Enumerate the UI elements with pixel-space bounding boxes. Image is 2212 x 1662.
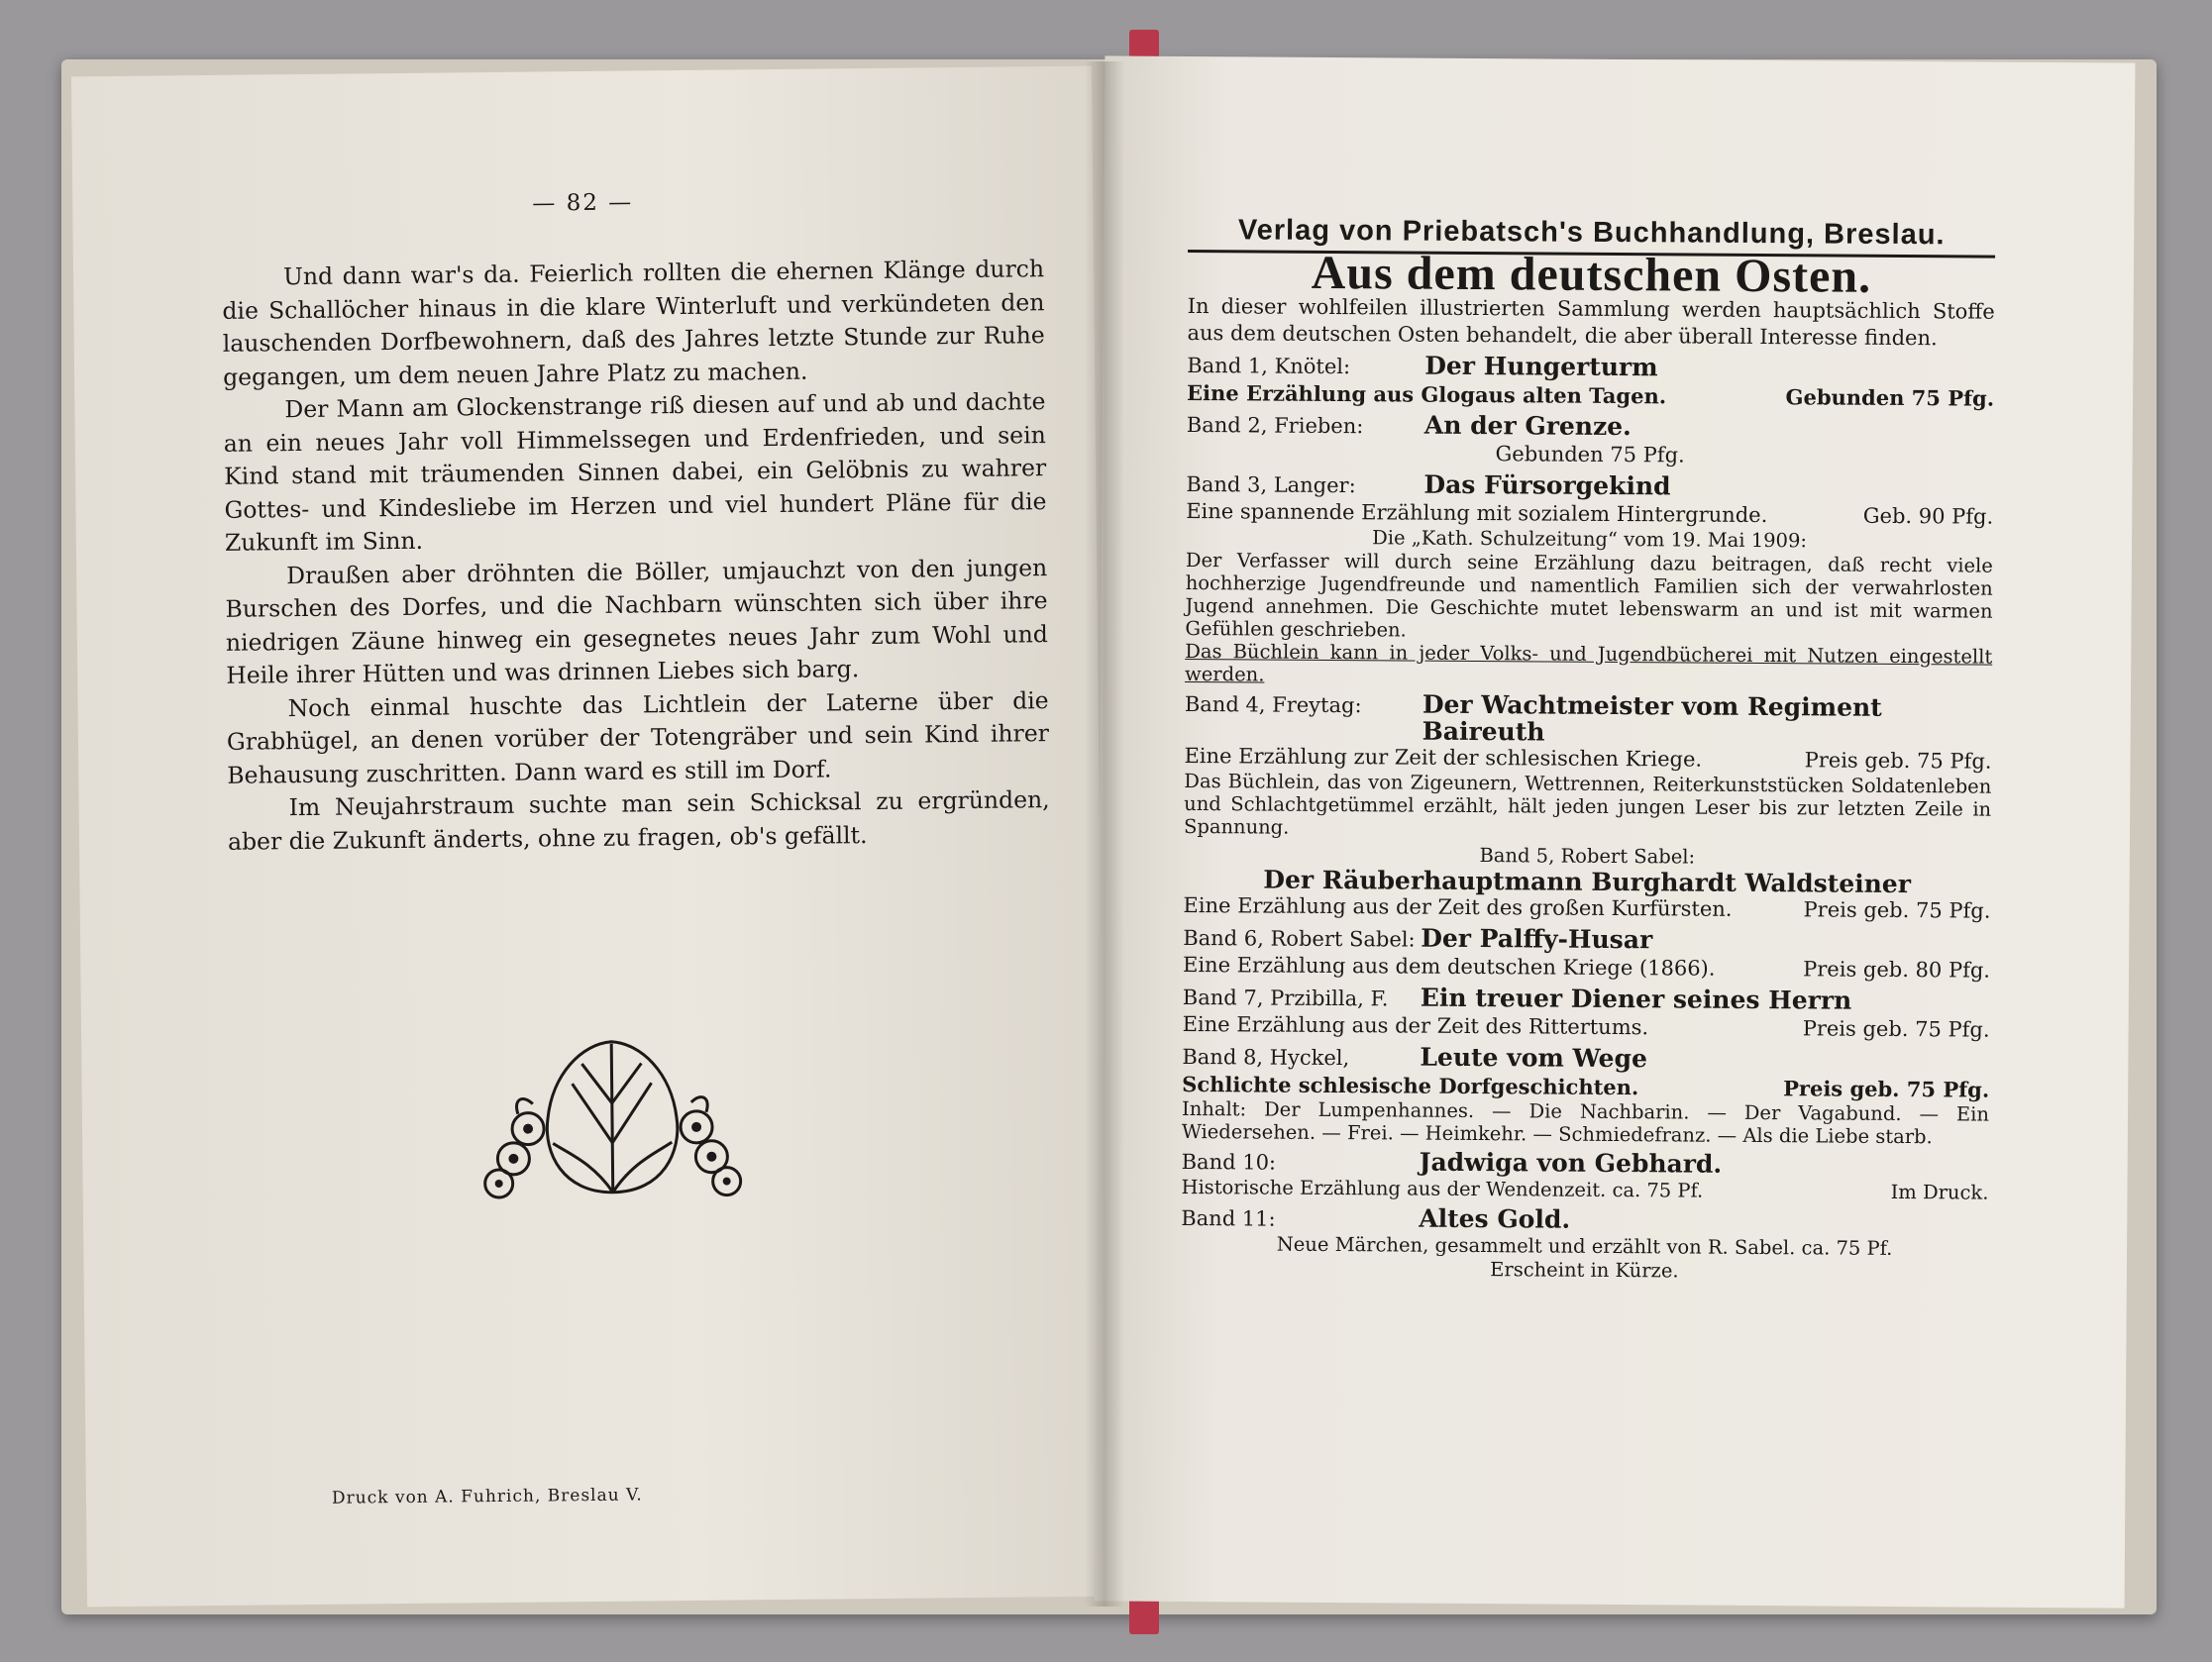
left-page xyxy=(71,66,1107,1608)
volume-entry xyxy=(1187,410,1994,471)
volume-label: Band 6, Robert Sabel: xyxy=(1183,925,1416,952)
volume-title: Der Palffy-Husar xyxy=(1421,923,1653,955)
story-text xyxy=(222,253,1050,859)
volume-entry xyxy=(1185,469,1994,691)
review-source: Die „Kath. Schulzeitung“ vom 19. Mai 1909: xyxy=(1372,526,1808,553)
volume-title: Der Wachtmeister vom Regiment Baireuth xyxy=(1422,689,1882,747)
volume-price: ca. 75 Pf. xyxy=(1612,1178,1704,1202)
volume-label: Band 7, Przibilla, F. xyxy=(1182,985,1389,1011)
volume-title: Ein treuer Diener seines Herrn xyxy=(1420,983,1852,1015)
volume-price: Preis geb. 75 Pfg. xyxy=(1803,897,1991,923)
volume-price: Gebunden 75 Pfg. xyxy=(1785,384,1995,411)
volume-label: Band 10: xyxy=(1181,1149,1277,1175)
volume-title: Der Räuberhauptmann Burghardt Waldsteiner xyxy=(1263,865,1912,899)
right-page xyxy=(1095,55,2136,1608)
gutter-shadow xyxy=(1085,61,1124,1607)
volume-label: Band 3, Langer: xyxy=(1186,471,1356,498)
volume-title: Jadwiga von Gebhard. xyxy=(1419,1147,1723,1179)
paragraph: Noch einmal huschte das Lichtlein der Laterne über die Grabhügel, an denen vorüber der Totengräber und sein Kind ihrer Behausung zuschritten. Dann ward es still im Dorf. xyxy=(226,685,1050,789)
volume-price: Preis geb. 75 Pfg. xyxy=(1804,748,1992,774)
printer-note: Druck von A. Fuhrich, Breslau V. xyxy=(331,1485,643,1508)
paragraph: Draußen aber dröhnten die Böller, umjauchzt von den jungen Burschen des Dorfes, und die Nachbarn wünschten sich über ihre niedrigen Zäune hinweg ein gesegnetes neues Jahr zum Wohl und Heile ihrer Hütten und was drinnen Liebes sich barg. xyxy=(225,553,1049,689)
review-text: Der Verfasser will durch seine Erzählung dazu beitragen, daß recht viele hochherzige Jugendfreunde und namentlich Familien sich der verwahrlosten Jugend annehmen. Die Geschichte mutet lebenswarm an und ist mit warmen Gefühlen geschrieben. xyxy=(1185,548,1993,642)
volume-title: Altes Gold. xyxy=(1419,1203,1571,1234)
publisher-header: Verlag von Priebatsch's Buchhandlung, Breslau. xyxy=(1188,217,1995,259)
volume-title: Der Hungerturm xyxy=(1424,351,1658,382)
volume-label: Band 8, Hyckel, xyxy=(1182,1044,1350,1071)
volume-label: Band 5, Robert Sabel: xyxy=(1479,844,1696,869)
volume-entry xyxy=(1183,923,1990,985)
volume-price: Gebunden 75 Pfg. xyxy=(1495,442,1685,467)
volume-price: Preis geb. 80 Pfg. xyxy=(1803,957,1991,983)
volume-title: Das Fürsorgekind xyxy=(1423,469,1671,501)
volume-status: Im Druck. xyxy=(1890,1180,1989,1204)
volume-entry xyxy=(1181,1147,1988,1205)
volume-description: Eine Erzählung zur Zeit der schlesischen Kriege. xyxy=(1184,743,1703,772)
volume-description: Schlichte schlesische Dorfgeschichten. xyxy=(1182,1071,1639,1100)
volume-description: Eine Erzählung aus Glogaus alten Tagen. xyxy=(1186,379,1667,409)
paragraph: Im Neujahrstraum suchte man sein Schicksal zu ergründen, aber die Zukunft änderts, ohne zu fragen, ob's gefällt. xyxy=(227,785,1050,856)
volume-note: Das Büchlein, das von Zigeunern, Wettrennen, Reiterkunststücken Soldatenleben und Schlachtgetümmel erzählt, hält jeden jungen Leser bis zur letzten Zeile in Spannung. xyxy=(1183,769,1992,839)
series-title: Aus dem deutschen Osten. xyxy=(1311,246,1872,303)
advertisement xyxy=(1181,214,1995,1286)
volume-price: Geb. 90 Pfg. xyxy=(1862,503,1994,529)
volume-label: Band 4, Freytag: xyxy=(1184,691,1362,718)
volume-entry xyxy=(1181,1203,1989,1286)
page-number: — 82 — xyxy=(532,189,634,217)
volume-description: Neue Märchen, gesammelt und erzählt von R. Sabel. xyxy=(1276,1232,1796,1260)
volume-label: Band 11: xyxy=(1181,1205,1276,1231)
volume-price: ca. 75 Pf. xyxy=(1801,1236,1893,1260)
volume-description: Eine Erzählung aus der Zeit des Rittertums. xyxy=(1182,1011,1649,1040)
volume-description: Eine Erzählung aus dem deutschen Kriege (1866). xyxy=(1182,952,1716,981)
volume-entry xyxy=(1184,689,1992,844)
volume-description: Eine spannende Erzählung mit sozialem Hintergrunde. xyxy=(1186,498,1768,528)
volume-title: An der Grenze. xyxy=(1423,410,1632,442)
volume-entry xyxy=(1183,983,1990,1044)
volume-title: Leute vom Wege xyxy=(1420,1042,1648,1074)
volume-contents: Inhalt: Der Lumpenhannes. — Die Nachbarin. — Der Vagabund. — Ein Wiedersehen. — Frei. — Heimkehr. — Schmiedefranz. — Als die Liebe starb. xyxy=(1181,1096,1990,1149)
series-intro: In dieser wohlfeilen illustrierten Sammlung werden hauptsächlich Stoffe aus dem deutschen Osten behandelt, die aber überall Interesse finden. xyxy=(1187,293,1995,351)
floral-ornament-icon xyxy=(473,1022,752,1203)
volume-label: Band 1, Knötel: xyxy=(1187,353,1351,379)
volume-entry xyxy=(1187,351,1994,412)
paragraph: Der Mann am Glockenstrange riß diesen auf und ab und dachte an ein neues Jahr voll Himmelssegen und Erdenfrieden, und sein Kind stand mit träumenden Sinnen dabei, ein Gelöbnis zu wahrer Gottes- und Kindesliebe im Herzen und viel hundert Pläne für die Zukunft im Sinn. xyxy=(223,387,1047,557)
volume-entry xyxy=(1182,1042,1990,1149)
volume-description: Historische Erzählung aus der Wendenzeit. xyxy=(1181,1175,1607,1201)
paragraph: Und dann war's da. Feierlich rollten die ehernen Klänge durch die Schallöcher hinaus in die klare Winterluft und verkündeten den lauschenden Dorfbewohnern, daß des Jahres letzte Stunde zur Ruhe gegangen, um dem neuen Jahre Platz zu machen. xyxy=(222,255,1045,391)
volume-entry xyxy=(1183,842,1991,925)
volume-price: Preis geb. 75 Pfg. xyxy=(1802,1016,1990,1042)
volume-label: Band 2, Frieben: xyxy=(1186,412,1364,439)
volume-status: Erscheint in Kürze. xyxy=(1490,1258,1679,1283)
review-recommendation: Das Büchlein kann in jeder Volks- und Jugendbücherei mit Nutzen eingestellt werden. xyxy=(1185,639,1993,686)
volume-description: Eine Erzählung aus der Zeit des großen Kurfürsten. xyxy=(1183,892,1733,921)
volume-price: Preis geb. 75 Pfg. xyxy=(1783,1076,1990,1102)
